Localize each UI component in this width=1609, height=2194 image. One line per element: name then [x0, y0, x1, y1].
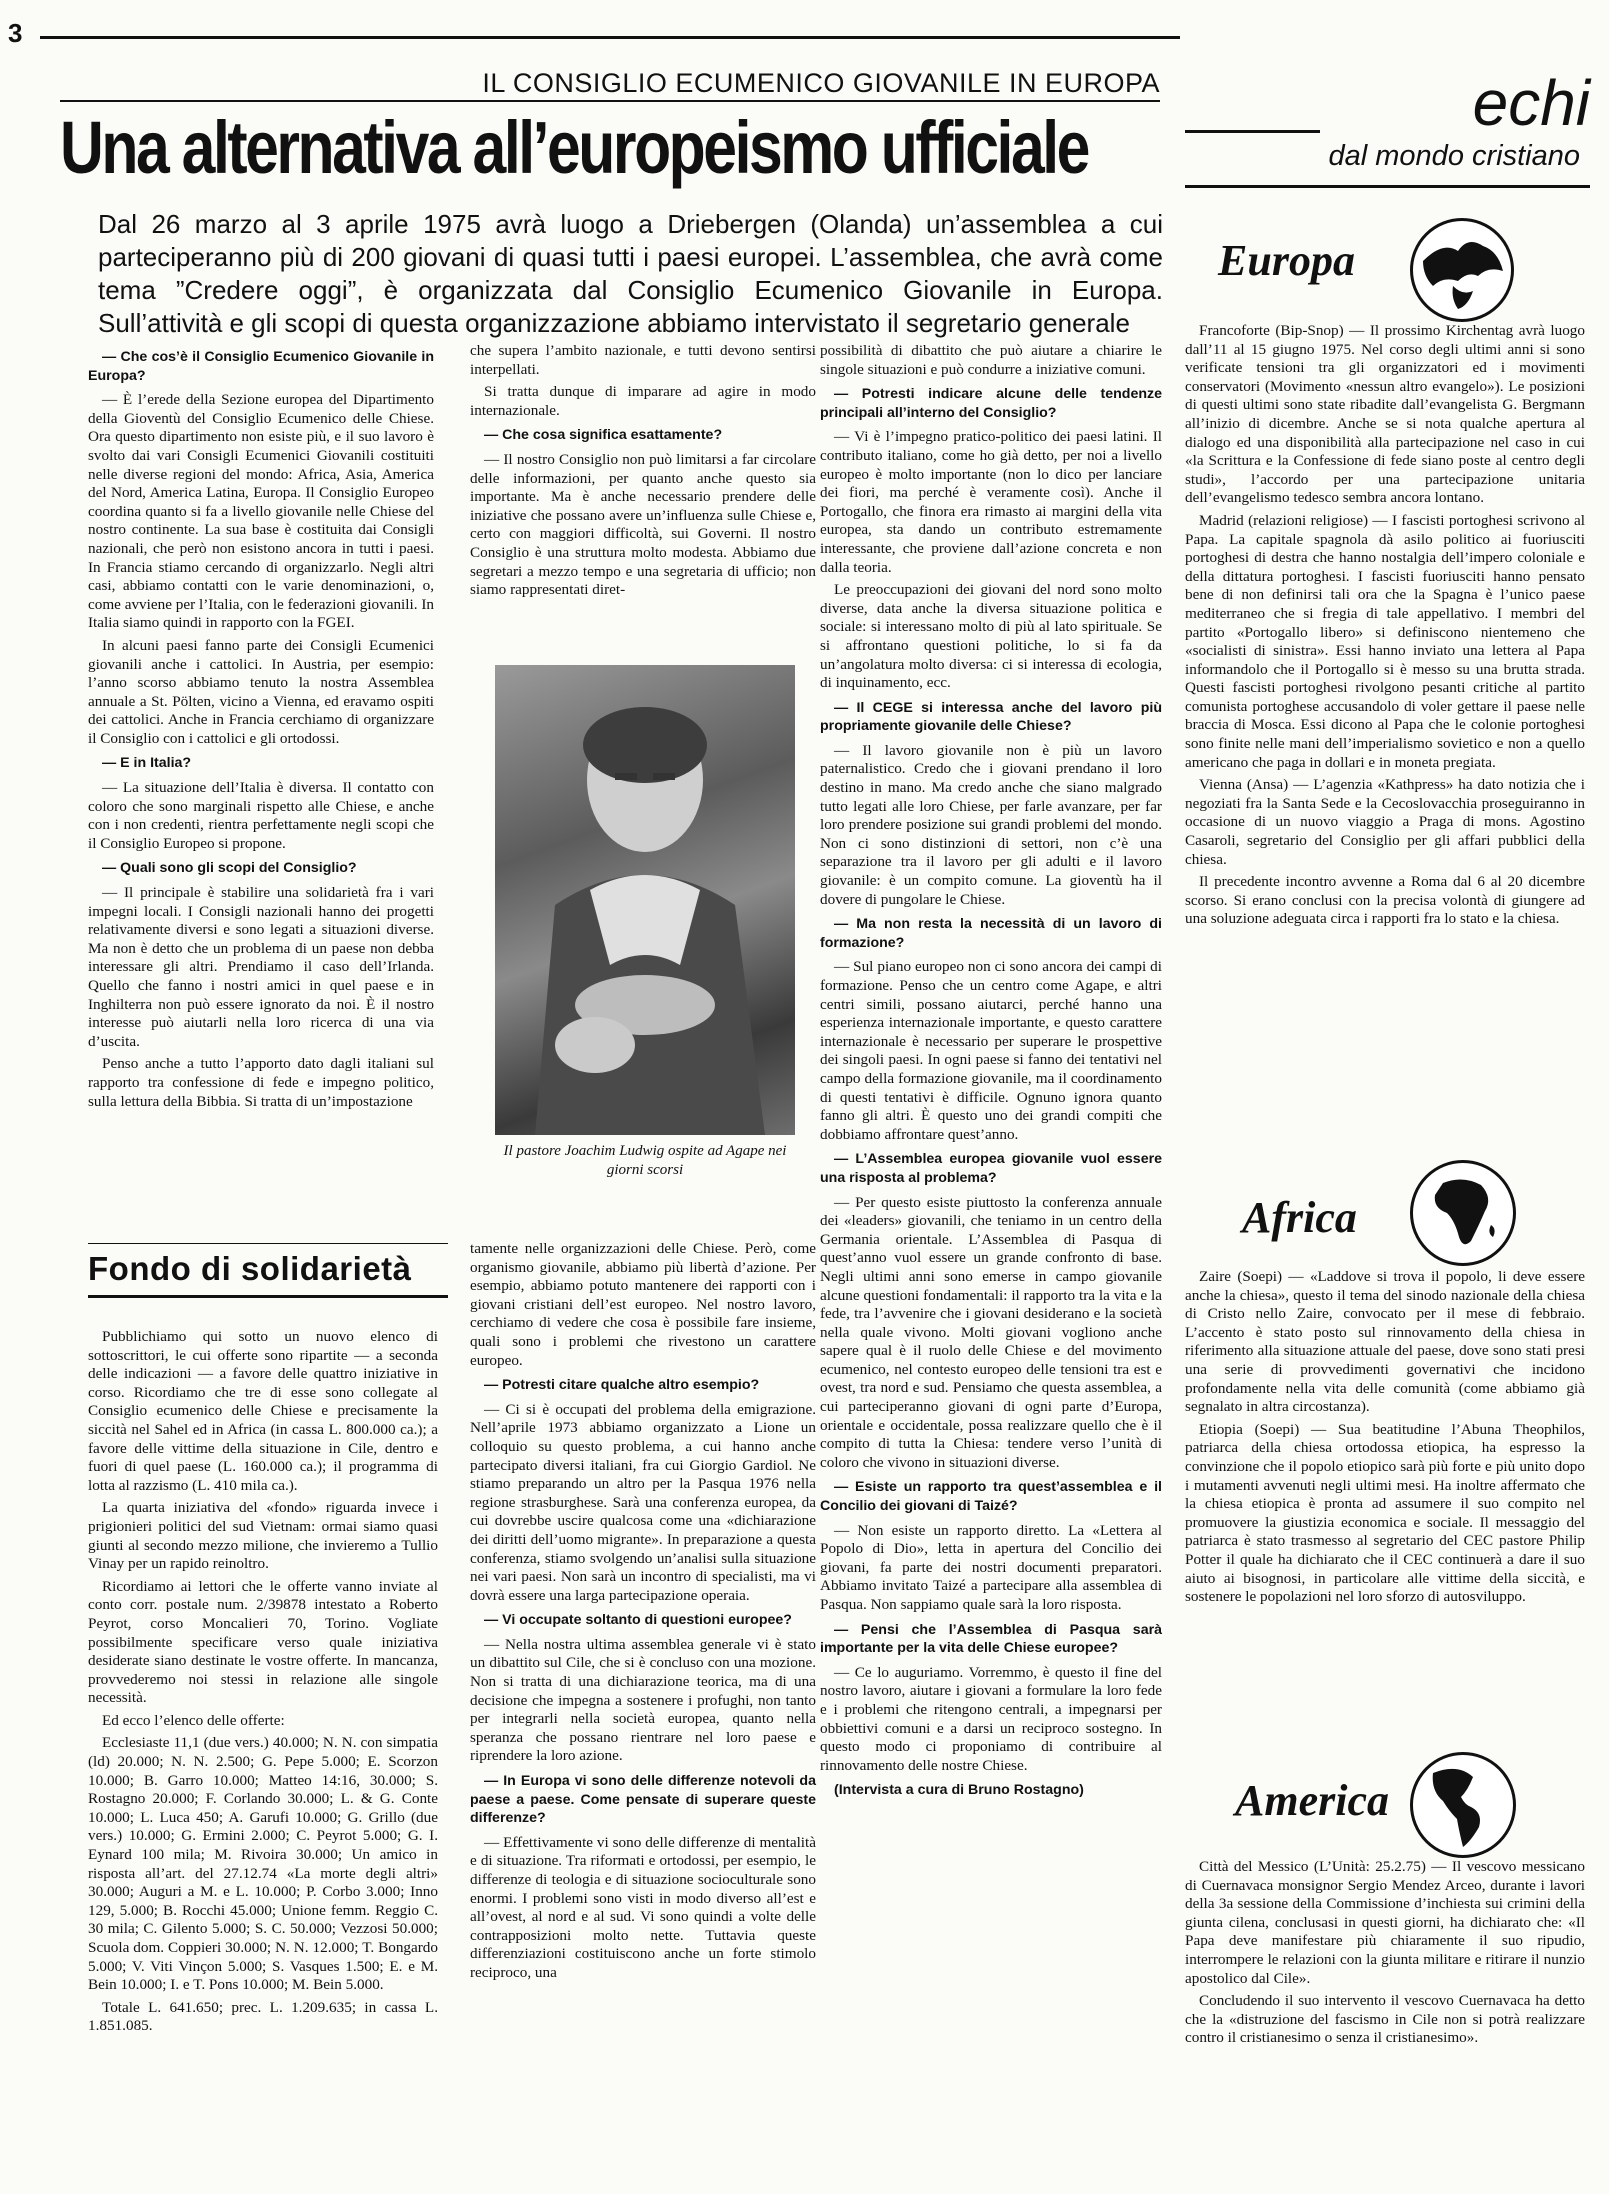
interview-question: — Potresti indicare alcune delle tendenze principali all’interno del Consiglio?: [820, 386, 1162, 421]
article-paragraph: — Il principale è stabilire una solidarietà fra i vari impegni locali. I Consigli nazionali hanno dei progetti relativamente diversi e sono legati a situazioni diverse. Ma non è detto che un problema di un paese non debba interessare gli altri. Prendiamo il caso dell’Irlanda. Quello che fanno i nostri amici in quel paese e in Inghilterra non può essere ignorato da noi. È il nostro interesse può aiutarli nella loro ricerca di una via d’uscita.: [88, 884, 434, 1050]
fondo-top-rule: [88, 1243, 448, 1244]
news-item: Ricordiamo ai lettori che le offerte vanno inviate al conto corr. postale num. 2/39878 intestato a Roberto Peyrot, corso Moncalieri 70, Torino. Vogliate possibilmente specificare verso quale iniziativa desiderate siano destinate le vostre offerte. In mancanza, provvederemo noi stessi in relazione alle singole necessità.: [88, 1577, 438, 1707]
article-paragraph: In alcuni paesi fanno parte dei Consigli Ecumenici giovanili anche i cattolici. In Austria, per esempio: l’anno scorso abbiamo tenuto la nostra Assemblea annuale a St. Pölten, vicino a Vienna, ed eravamo ospiti dei cattolici. Anche in Francia cerchiamo di organizzare il Consiglio con i cattolici e gli ortodossi.: [88, 636, 434, 747]
news-item: Etiopia (Soepi) — Sua beatitudine l’Abuna Theophilos, patriarca della chiesa ortodossa etiopica, ha espresso la convinzione che il popolo etiopico sarà più forte e più unito dopo i mutamenti avvenuti negli ultimi mesi. Ha inoltre affermato che la chiesa etiopica è pronta ad assumere il suo compito nel promuovere la giustizia economica e sociale. Il messaggio del patriarca è stato trasmesso al segretario del CEC pastore Philip Potter il quale ha dichiarato che il CEC continuerà a dare il suo aiuto ai bisognosi, in particolare alle vittime della siccità, e sostenere le popolazioni nel loro sforzo di autosviluppo.: [1185, 1420, 1585, 1606]
news-item: Il precedente incontro avvenne a Roma dal 6 al 20 dicembre scorso. Si erano conclusi con la precisa volontà di giungere ad una soluzione adeguata circa i rapporti fra lo stato e la chiesa.: [1185, 873, 1585, 928]
globe-europe-icon: [1410, 218, 1514, 322]
photo-pastor: [495, 665, 795, 1135]
news-item: La quarta iniziativa del «fondo» riguarda invece i prigionieri politici del sud Vietnam: ormai siamo quasi giunti al secondo mezzo milione, che invieremo a Tullio Vinay per un rapido reinoltro.: [88, 1499, 438, 1573]
lead-paragraph: Dal 26 marzo al 3 aprile 1975 avrà luogo a Driebergen (Olanda) un’assemblea a cui parteciperanno più di 200 giovani di quasi tutti i paesi europei. L’assemblea, che avrà come tema ”Credere oggi”, è organizzata dal Consiglio Ecumenico Giovanile in Europa. Sull’attività e gli scopi di questa organizzazione abbiamo intervistato il segretario generale: [98, 209, 1163, 338]
globe-africa-icon: [1410, 1160, 1516, 1266]
article-paragraph: Penso anche a tutto l’apporto dato dagli italiani sul rapporto tra confessione di fede e impegno politico, sulla lettura della Bibbia. Si tratta di un’impostazione: [88, 1055, 434, 1110]
interview-question: — Che cosa significa esattamente?: [484, 427, 723, 444]
article-paragraph: — È l’erede della Sezione europea del Dipartimento della Gioventù del Consiglio Ecumenico delle Chiese. Ora questo dipartimento non esiste più, e il suo lavoro è svolto dai vari Consigli Ecumenici Giovanili costituiti nelle diverse regioni del mondo: Africa, Asia, America del Nord, America Latina, Europa. Il Consiglio Europeo coordina quanto si fa a livello giovanile nelle Chiese del nostro continente. La sua base è costituita dai Consigli nazionali, che però non esistono ancora in tutti i paesi. In Francia stiamo cercando di organizzarlo. Negli altri casi, abbiamo contatti con le varie denominazioni, o, come avviene per l’Italia, con le federazioni giovanili. In Italia siamo quindi in rapporto con la FGEI.: [88, 391, 434, 632]
article-paragraph: che supera l’ambito nazionale, e tutti devono sentirsi interpellati.: [470, 342, 816, 378]
article-paragraph: — Il lavoro giovanile non è più un lavoro paternalistico. Credo che i giovani prendano il loro destino in mano. Ma credo anche che siano malgrado tutto legati alle loro Chiese, per farle avanzare, per far loro prendere posizione sui grandi problemi del mondo. Non ci sono distinzioni di settori, non c’è una separazione tra il lavoro per gli adulti e il lavoro giovanile: è un compito comune. La gioventù ha il dovere di pungolare le Chiese.: [820, 741, 1162, 908]
echi-subtitle: dal mondo cristiano: [1328, 140, 1580, 172]
article-column-2-bottom: [470, 1240, 816, 1987]
interview-question: — E in Italia?: [102, 755, 192, 772]
globe-america-icon: [1410, 1752, 1516, 1858]
interview-question: — Che cos’è il Consiglio Ecumenico Giovanile in Europa?: [88, 349, 434, 384]
interview-question: — Vi occupate soltanto di questioni europee?: [484, 1612, 792, 1629]
news-item: Vienna (Ansa) — L’agenzia «Kathpress» ha dato notizia che i negoziati fra la Santa Sede e la Cecoslovacchia proseguiranno in occasione di un nuovo viaggio a Praga di mons. Agostino Casaroli, segretario del Consiglio per gli affari pubblici della chiesa.: [1185, 776, 1585, 868]
interview-question: (Intervista a cura di Bruno Rostagno): [834, 1782, 1084, 1799]
interview-question: — In Europa vi sono delle differenze notevoli da paese a paese. Come pensate di superare queste differenze?: [470, 1773, 816, 1827]
article-paragraph: — La situazione dell’Italia è diversa. Il contatto con coloro che sono marginali rispetto alle Chiese, e anche con i non credenti, rientra perfettamente negli scopi che il Consiglio Europeo si propone.: [88, 779, 434, 852]
interview-question: — Pensi che l’Assemblea di Pasqua sarà importante per la vita delle Chiese europee?: [820, 1621, 1162, 1657]
page-number: 3: [8, 18, 23, 48]
article-paragraph: — Effettivamente vi sono delle differenze di mentalità e di situazione. Tra riformati e ortodossi, per esempio, le differenze di teologia e di situazione socioculturale sono enormi. I problemi sono visti in modo diverso all’est e all’ovest, al nord e al sud. Vi sono quindi a volte delle contrapposizioni molto nette. Tuttavia queste differenziazioni costituiscono anche un forte stimolo reciproco, una: [470, 1833, 816, 1981]
article-paragraph: — Non esiste un rapporto diretto. La «Lettera al Popolo di Dio», letta in apertura del Concilio dei giovani, fa parte dei nostri documenti preparatori. Abbiamo invitato Taizé a partecipare alla assemblea di Pasqua. Non sappiamo quale sarà la loro risposta.: [820, 1521, 1162, 1613]
article-paragraph: — Nella nostra ultima assemblea generale vi è stato un dibattito sul Cile, che si è concluso con una mozione. Non si tratta di una dichiarazione teorica, ma di una decisione che impegna a sostenere i profughi, non tanto per integrarli nella società europea, quanto nella speranza che possano rientrare nel loro paese e riprendere la loro azione.: [470, 1635, 816, 1765]
interview-question: — L’Assemblea europea giovanile vuol essere una risposta al problema?: [820, 1151, 1162, 1186]
article-paragraph: — Ce lo auguriamo. Vorremmo, è questo il fine del nostro lavoro, aiutare i giovani a formulare la loro fede e i problemi che ritengono centrali, a impegnarsi per obbiettivi comuni e a darsi un reciproco sostegno. In questo modo ci proponiamo di contribuire al rinnovamento delle nostre Chiese.: [820, 1663, 1162, 1774]
news-item: Francoforte (Bip-Snop) — Il prossimo Kirchentag avrà luogo dall’11 al 15 giugno 1975. Nel corso degli ultimi anni si sono verificate tensioni tra gli organizzatori ed i movimenti conservatori (Movimento «nessun altro evangelo»). Le posizioni di questi ultimi sono state ribadite dall’evangelista G. Bergmann all’inizio di dicembre. Anche se si nota qualche apertura al dialogo ed una disponibilità alla partecipazione nel caso in cui «la Scrittura e la Confessione di fede siano poste al centro degli studi», l’accordo per una partecipazione unitaria dell’evangelismo tedesco sembra ancora lontano.: [1185, 322, 1585, 507]
article-column-2-top: [470, 342, 816, 604]
fondo-title: Fondo di solidarietà: [88, 1250, 412, 1287]
fondo-body: [88, 1328, 438, 2040]
echi-america-news: [1185, 1858, 1585, 2052]
article-paragraph: possibilità di dibattito che può aiutare a chiarire le singole situazioni e può condurre a iniziative comuni.: [820, 342, 1162, 378]
top-rule: [40, 36, 1180, 39]
article-paragraph: Le preoccupazioni dei giovani del nord sono molto diverse, data anche la diversa situazione politica e sociale: si interessano molto di più al lato spirituale. Se si affrontano questioni politiche, lo si fa da un’angolatura molto diversa: ci si interessa di ecologia, di inquinamento, ecc.: [820, 581, 1162, 692]
article-paragraph: — Ci si è occupati del problema della emigrazione. Nell’aprile 1973 abbiamo organizzato a Lione un colloquio su questo problema, a cui hanno anche partecipato diversi italiani, fra cui Giorgio Gardiol. Ne stiamo preparando un altro per la Pasqua 1976 nella regione strasburghese. Sarà una conferenza europea, da cui dovrebbe uscire qualcosa come una «dichiarazione dei diritti dell’uomo migrante». In preparazione a questa conferenza, stiamo svolgendo un’analisi sulla situazione nei vari paesi. Non sarà un incontro di specialisti, ma vi dovrà essere una larga partecipazione operaia.: [470, 1400, 816, 1604]
article-paragraph: — Sul piano europeo non ci sono ancora dei campi di formazione. Penso che un centro come Agape, e altri centri simili, possano aiutarci, perché hanno una esperienza internazionale importante, e questo carattere internazionale è necessario per superare le prospettive dei singoli paesi. In ogni paese si fanno dei tentativi nel campo della formazione giovanile, ma il coordinamento di questi tentativi è difficile. Ognuno ignora quanto fanno gli altri. È questo uno dei grandi compiti che dobbiamo affrontare quest’anno.: [820, 958, 1162, 1143]
interview-question: — Esiste un rapporto tra quest’assemblea e il Concilio dei giovani di Taizé?: [820, 1479, 1162, 1515]
region-europa-label: Europa: [1218, 236, 1355, 285]
article-column-1: [88, 342, 434, 1115]
news-item: Ed ecco l’elenco delle offerte:: [102, 1711, 285, 1729]
news-item: Pubblichiamo qui sotto un nuovo elenco di sottoscrittori, le cui offerte sono ripartite — a seconda delle indicazioni — a favore delle quattro iniziative in corso. Ricordiamo che tre di esse sono collegate al Consiglio ecumenico delle Chiese e precisamente la siccità nel Sahel ed in Africa (in cassa L. 800.000 ca.); a favore delle vittime della situazione in Cile, dentro e fuori di quel paese (L. 160.000 ca.); il programma di lotta al razzismo (L. 410 mila ca.).: [88, 1328, 438, 1494]
news-item: Ecclesiaste 11,1 (due vers.) 40.000; N. N. con simpatia (ld) 20.000; N. N. 2.500; G. Pepe 5.000; E. Scorzon 10.000; B. Garro 10.000; Matteo 14:16, 30.000; S. Rostagno 20.000; F. Corlando 30.000; L. & G. Conte 10.000; L. Luca 450; A. Garufi 10.000; G. Grillo (due vers.) 10.000; G. Ermini 2.000; C. Peyrot 5.000; G. I. Eynard 100 mila; M. Rivoira 30.000; Un amico in risposta all’art. del 27.12.74 «La morte degli altri» 30.000; Auguri a M. e L. 10.000; P. Corbo 3.000; Inno 129, 5.000; B. Rocchi 45.000; Unione femm. Reggio C. 30 mila; C. Gilento 5.000; S. C. 50.000; Vezzosi 50.000; Scuola dom. Coppieri 30.000; N. N. 12.000; T. Bongardo 5.000; V. Viti Vinçon 5.000; S. Vasques 1.500; E. e M. Bein 10.000; I. e T. Pons 10.000; M. Bein 5.000.: [88, 1734, 438, 1994]
news-item: Madrid (relazioni religiose) — I fascisti portoghesi scrivono al Papa. La capitale spagnola dà asilo politico ai fuoriusciti portoghesi di destra che hanno nostalgia dell’impero coloniale e della dittatura portoghesi. I fascisti fuoriusciti hanno pensato bene di non definirsi tali ora che la Spagna è l’unico paese mediterraneo che si fregia di tale appellativo. I membri del partito «Portogallo libero» si definiscono nientemeno che «socialisti di sinistra». Essi hanno inviato una lettera al Papa informandolo che il Portogallo si è messo su una brutta strada. Questi fascisti portoghesi rivolgono pesanti critiche al partito comunista portoghese accusandolo di voler gettare il paese nelle braccia di Mosca. Essi dicono al Papa che le colonie portoghesi sono finite nelle mani dell’imperialismo sovietico e non a quello americano che paga in dollari e in moneta pregiata.: [1185, 511, 1585, 771]
echi-rule-bottom: [1185, 185, 1590, 188]
kicker-rule: [60, 100, 1160, 102]
photo-caption: Il pastore Joachim Ludwig ospite ad Agape nei giorni scorsi: [503, 1143, 787, 1178]
interview-question: — Potresti citare qualche altro esempio?: [484, 1377, 760, 1394]
region-africa-label: Africa: [1242, 1193, 1357, 1242]
article-paragraph: — Il nostro Consiglio non può limitarsi a far circolare delle informazioni, per quanto anche questo sia importante. Ma è anche necessario prendere delle iniziative che possano avere un’influenza sulle Chiese e, certo con maggiori difficoltà, sui Governi. Il nostro Consiglio è una struttura molto modesta. Abbiamo due segretari a mezzo tempo e una segretaria di ufficio; non siamo rappresentati diret-: [470, 450, 816, 599]
article-paragraph: — Per questo esiste piuttosto la conferenza annuale dei «leaders» giovanili, che teniamo in un centro della Germania orientale. L’Assemblea di Pasqua di quest’anno vuol essere un grande confronto di base. Negli ultimi anni sono emerse in campo giovanile alcune questioni fondamentali: il rapporto tra la vita e la fede, tra l’avvenire che i giovani desiderano e la società nella quale vivono. Molti giovani vogliono anche sapere qual è il ruolo delle Chiese e del movimento ecumenico, nel contesto europeo delle tensioni tra est e ovest, tra nord e sud. Pensiamo che questa assemblea, a cui parteciperanno giovani di ogni parte d’Europa, orientale e occidentale, possa realizzare quello che è il compito di tutta la Chiesa: tendere verso l’unità di coloro che vivono in situazioni diverse.: [820, 1193, 1162, 1471]
echi-europa-news: [1185, 322, 1585, 933]
kicker: IL CONSIGLIO ECUMENICO GIOVANILE IN EUROPA: [482, 68, 1160, 98]
article-paragraph: tamente nelle organizzazioni delle Chiese. Però, come organismo giovanile, abbiamo più libertà d’azione. Per esempio, abbiamo potuto mantenere dei rapporti con i giovani cristiani dell’est europeo. Nel nostro lavoro, cerchiamo di vedere che cosa è possibile fare insieme, quali sono i problemi che rivestono un carattere europeo.: [470, 1240, 816, 1369]
article-paragraph: — Vi è l’impegno pratico-politico dei paesi latini. Il contributo italiano, come ho già detto, per noi a livello europeo è molto importante (non lo dico per lanciare dei fiori, ma perché è veramente così). Anche il Portogallo, che finora era rimasto ai margini della vita europea, sta dando un contributo estremamente interessante, che proviene dall’azione concreta e non dalla teoria.: [820, 428, 1162, 576]
headline: Una alternativa all’europeismo ufficiale: [60, 106, 1088, 189]
echi-title: echi: [1472, 67, 1590, 139]
interview-question: — Il CEGE si interessa anche del lavoro più propriamente giovanile delle Chiese?: [820, 699, 1162, 735]
article-paragraph: Si tratta dunque di imparare ad agire in modo internazionale.: [470, 383, 816, 419]
news-item: Zaire (Soepi) — «Laddove si trova il popolo, li deve essere anche la chiesa», questo il tema del sinodo nazionale della chiesa di Cristo nello Zaire, convocato per il mese di febbraio. L’accento è stato posto sul rinnovamento della chiesa in riferimento alla situazione attuale del paese, dove sono stati presi una serie di provvedimenti governativi che incidono profondamente nella vita delle comunità (come abbiamo già segnalato in altra circostanza).: [1185, 1268, 1585, 1416]
news-item: Totale L. 641.650; prec. L. 1.209.635; in cassa L. 1.851.085.: [88, 1998, 438, 2035]
interview-question: — Ma non resta la necessità di un lavoro di formazione?: [820, 916, 1162, 951]
news-item: Città del Messico (L’Unità: 25.2.75) — Il vescovo messicano di Cuernavaca monsignor Sergio Mendez Arceo, durante i lavori della 3a sessione della Commissione d’inchiesta sui crimini della giunta cilena, conclusasi in questi giorni, ha dichiarato che: «Il Papa deve manifestare più chiaramente il suo ripudio, interrompere le relazioni con la giunta militare e ritirare il nunzio apostolico dal Cile».: [1185, 1858, 1585, 1987]
interview-question: — Quali sono gli scopi del Consiglio?: [102, 860, 357, 877]
news-item: Concludendo il suo intervento il vescovo Cuernavaca ha detto che la «distruzione del fascismo in Cile non si potrà realizzare contro il cristianesimo o senza il cristianesimo».: [1185, 1992, 1585, 2047]
region-america-label: America: [1235, 1776, 1389, 1825]
echi-africa-news: [1185, 1268, 1585, 1611]
fondo-rule: [88, 1295, 448, 1298]
article-column-3: [820, 342, 1162, 1806]
